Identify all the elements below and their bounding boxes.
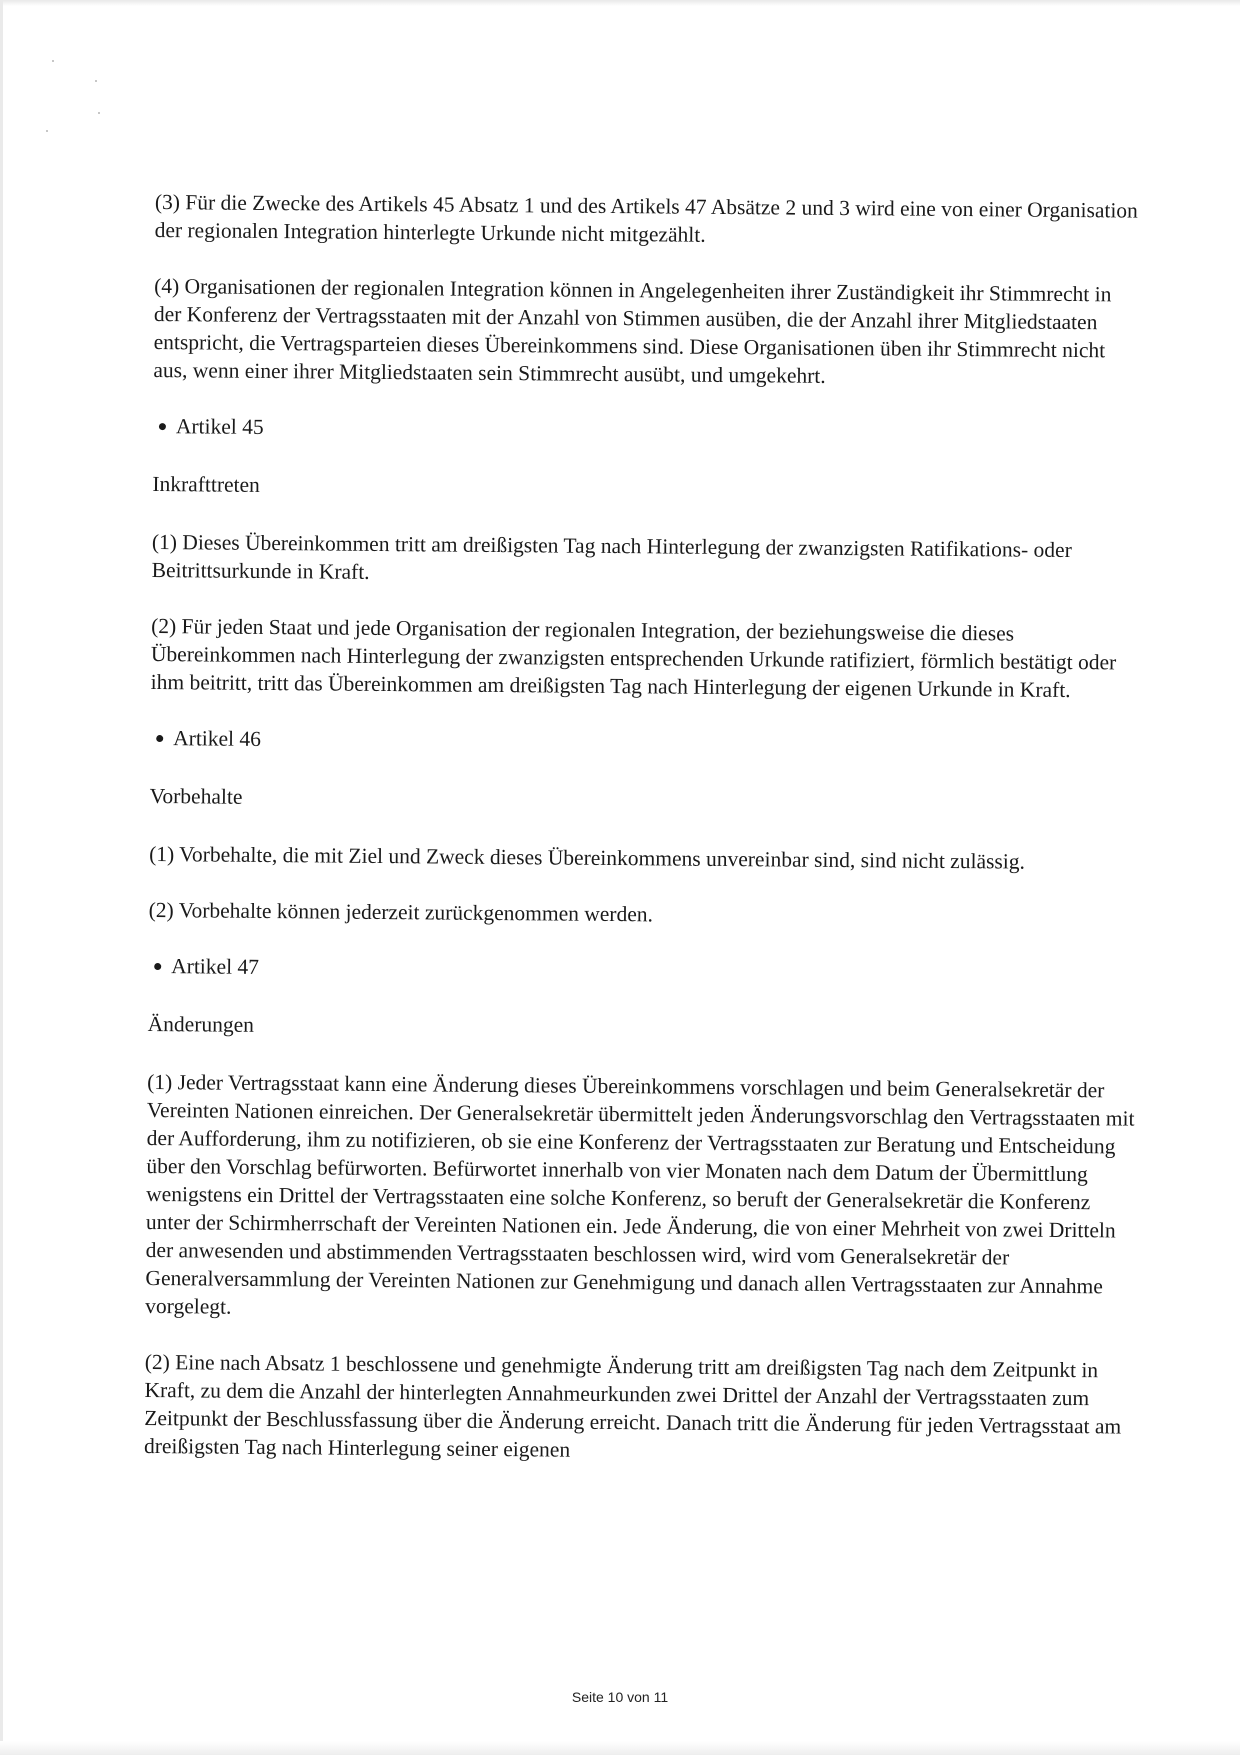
scan-speck xyxy=(98,112,100,114)
article-heading xyxy=(150,724,1140,761)
paragraph: (2) Vorbehalte können jederzeit zurückgenommen werden. xyxy=(148,897,654,927)
paragraph: (1) Vorbehalte, die mit Ziel und Zweck dieses Übereinkommens unvereinbar sind, sind nicht zulässig. xyxy=(149,841,1025,874)
article-heading xyxy=(153,412,1143,449)
document-body xyxy=(144,188,1145,1497)
paragraph: (1) Dieses Übereinkommen tritt am dreißigsten Tag nach Hinterlegung der zwanzigsten Ratifikations- oder Beitrittsurkunde in Kraft. xyxy=(151,529,1072,584)
bullet-icon xyxy=(159,423,166,430)
article-title: Änderungen xyxy=(147,1011,255,1037)
article-heading-label: Artikel 46 xyxy=(173,726,262,751)
article-title: Inkrafttreten xyxy=(152,471,260,497)
paragraph: (2) Für jeden Staat und jede Organisation der regionalen Integration, der beziehungsweise die dieses Übereinkommen nach Hinterlegung der zwanzigsten entsprechenden Urkunde ratifiziert, förmlich bestätigt oder ihm beitritt, tritt das Übereinkommen am dreißigsten Tag nach Hinterlegung der eigenen Urkunde in Kraft. xyxy=(150,613,1117,703)
article-title: Vorbehalte xyxy=(149,783,243,809)
page-number: Seite 10 von 11 xyxy=(571,1689,669,1705)
paragraph: (1) Jeder Vertragsstaat kann eine Änderung dieses Übereinkommens vorschlagen und beim Generalsekretär der Vereinten Nationen einreichen. Der Generalsekretär übermittelt jeden Änderungsvorschlag den Vertragsstaaten mit der Aufforderung, ihm zu notifizieren, ob sie eine Konferenz der Vertragsstaaten zur Beratung und Entscheidung über den Vorschlag befürworten. Befürwortet innerhalb von vier Monaten nach dem Datum der Übermittlung wenigstens ein Drittel der Vertragsstaaten eine solche Konferenz, so beruft der Generalsekretär die Konferenz unter der Schirmherrschaft der Vereinten Nationen ein. Jede Änderung, die von einer Mehrheit von zwei Dritteln der anwesenden und abstimmenden Vertragsstaaten beschlossen wird, wird vom Generalsekretär der Generalversammlung der Vereinten Nationen zur Genehmigung und danach allen Vertragsstaaten zur Annahme vorgelegt. xyxy=(145,1069,1135,1319)
bullet-icon xyxy=(156,735,163,742)
scan-speck xyxy=(95,80,97,82)
paragraph: (2) Eine nach Absatz 1 beschlossene und genehmigte Änderung tritt am dreißigsten Tag nach dem Zeitpunkt in Kraft, zu dem die Anzahl der hinterlegten Annahmeurkunden zwei Drittel der Anzahl der Vertragsstaaten zum Zeitpunkt der Beschlussfassung über die Änderung erreicht. Danach tritt die Änderung für jeden Vertragsstaat am dreißigsten Tag nach Hinterlegung seiner eigenen xyxy=(143,1349,1122,1462)
scan-speck xyxy=(52,60,54,62)
article-heading xyxy=(148,952,1138,989)
scan-speck xyxy=(46,130,48,132)
paragraph: (3) Für die Zwecke des Artikels 45 Absatz 1 und des Artikels 47 Absätze 2 und 3 wird eine von einer Organisation der regionalen Integration hinterlegte Urkunde nicht mitgezählt. xyxy=(154,189,1138,247)
scan-edge-top xyxy=(0,0,1240,6)
article-heading-label: Artikel 45 xyxy=(175,414,264,439)
scan-edge-bottom xyxy=(0,1741,1240,1755)
article-heading-label: Artikel 47 xyxy=(171,954,260,979)
scan-edge-left xyxy=(0,0,3,1755)
paragraph: (4) Organisationen der regionalen Integration können in Angelegenheiten ihrer Zuständigkeit ihr Stimmrecht in der Konferenz der Vertragsstaaten mit der Anzahl von Stimmen ausüben, die der Anzahl ihrer Mitgliedstaaten entspricht, die Vertragsparteien dieses Übereinkommens sind. Diese Organisationen üben ihr Stimmrecht nicht aus, wenn einer ihrer Mitgliedstaaten sein Stimmrecht ausübt, und umgekehrt. xyxy=(153,273,1112,388)
bullet-icon xyxy=(154,963,161,970)
